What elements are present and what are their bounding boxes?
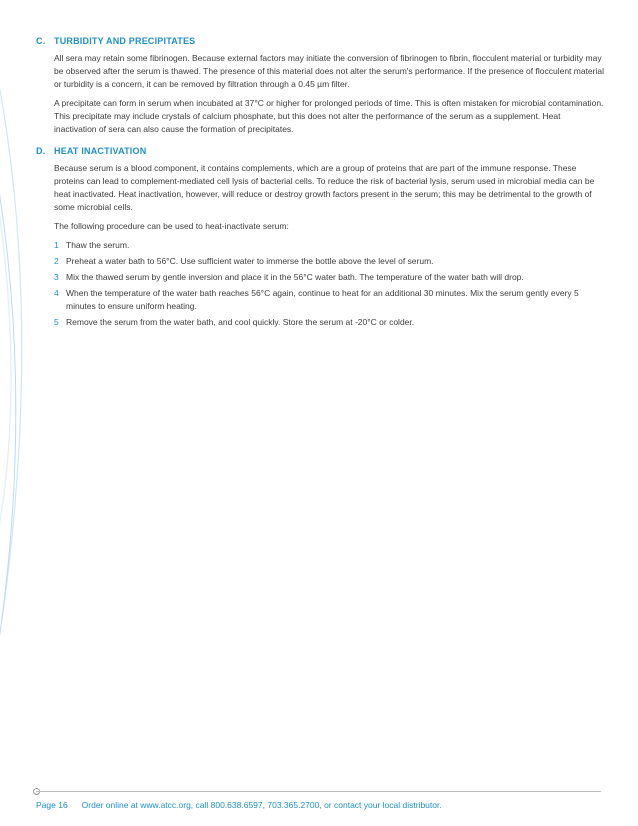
paragraph: Because serum is a blood component, it contains complements, which are a group of proteins that are part of the immune response. These proteins can lead to complement-mediated cell lysis of bacterial cells. To reduce the risk of bacterial lysis, serum used in microbial media can be heat inactivated. Heat inactivation, however, will reduce or destroy growth factors present in the serum; this may be detrimental to the growth of some microbial cells. [54,163,595,212]
section-heat-inactivation [36,146,604,329]
step-number: 4 [54,288,59,298]
section-letter: D. [36,146,46,156]
section-letter: C. [36,36,46,46]
list-item [54,316,604,329]
list-item [54,255,604,268]
procedure-steps [54,239,604,329]
step-text: Remove the serum from the water bath, and cool quickly. Store the serum at -20°C or colder. [66,317,415,327]
section-title: HEAT INACTIVATION [54,146,147,156]
step-text: Thaw the serum. [66,240,130,250]
section-heading [36,146,604,156]
section-heading [36,36,604,46]
step-text: Mix the thawed serum by gentle inversion and place it in the 56°C water bath. The temperature of the water bath will drop. [66,272,524,282]
decorative-curves [0,0,40,826]
list-item [54,271,604,284]
footer-rule [36,791,601,792]
document-content [36,36,604,339]
page-number: Page 16 [36,800,68,810]
section-title: TURBIDITY AND PRECIPITATES [54,36,196,46]
step-text: When the temperature of the water bath reaches 56°C again, continue to heat for an additional 30 minutes. Mix the serum gently every 5 minutes to ensure uniform heating. [66,288,579,311]
list-item [54,287,604,313]
page-footer [36,800,442,810]
step-number: 2 [54,256,59,266]
list-item [54,239,604,252]
step-number: 1 [54,240,59,250]
paragraph: All sera may retain some fibrinogen. Because external factors may initiate the conversion of fibrinogen to fibrin, flocculent material or turbidity may be observed after the serum is thawed. The presence of this material does not alter the serum's performance. If the presence of flocculent material or turbidity is a concern, it can be removed by filtration through a 0.45 µm filter. [54,53,604,89]
paragraph: A precipitate can form in serum when incubated at 37°C or higher for prolonged periods of time. This is often mistaken for microbial contamination. This precipitate may include crystals of calcium phosphate, but this does not alter the performance of the serum as a supplement. Heat inactivation of sera can also cause the formation of precipitates. [54,98,604,134]
step-number: 5 [54,317,59,327]
section-turbidity [36,36,604,136]
paragraph: The following procedure can be used to heat-inactivate serum: [54,221,289,231]
step-text: Preheat a water bath to 56°C. Use sufficient water to immerse the bottle above the level of serum. [66,256,434,266]
step-number: 3 [54,272,59,282]
footer-text: Order online at www.atcc.org, call 800.638.6597, 703.365.2700, or contact your local distributor. [81,800,442,810]
